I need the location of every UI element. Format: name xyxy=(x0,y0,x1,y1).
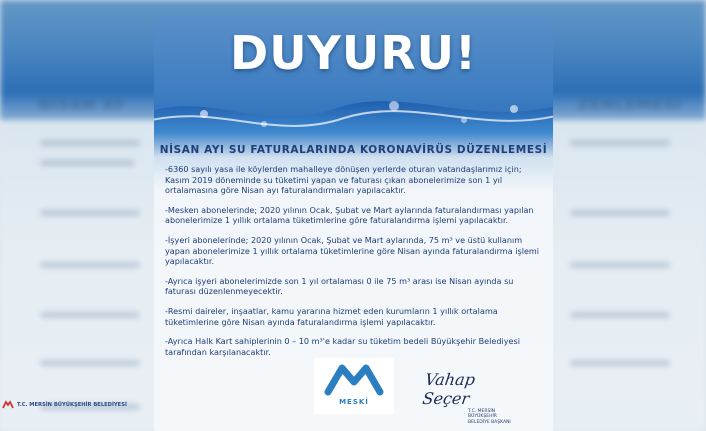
subtitle: NİSAN AYI SU FATURALARINDA KORONAVİRÜS DÜZENLEMESİ xyxy=(159,144,548,156)
meski-logo-label: MESKİ xyxy=(339,398,369,406)
meski-logo-icon xyxy=(314,358,394,398)
paragraph: -6360 sayılı yasa ile köylerden mahalleye dönüşen yerlerde oturan vatandaşlarımız için; Kasım 2019 döneminde su tüketimi yapan ve faturası çıkan abonelerimize son 1 yıl ortalamasına göre Nisan ayı faturalandırmaları yapılacaktır. xyxy=(165,164,522,196)
background-ghost-line xyxy=(40,312,140,318)
background-ghost-title-left: NİSAN AY xyxy=(38,96,126,114)
announcement-poster xyxy=(154,16,553,431)
paragraph: -Mesken abonelerinde; 2020 yılının Ocak, Şubat ve Mart aylarında faturalandırması yapılan abonelerimize 1 yıllık ortalama tüketimlerine göre faturalandırma işlemi yapılacaktır. xyxy=(165,204,534,226)
background-ghost-line xyxy=(570,360,670,366)
paragraph: -İşyeri abonelerinde; 2020 yılının Ocak, Şubat ve Mart aylarında, 75 m³ ve üstü kullanım yapan abonelerimize 1 yıllık ortalama tüketimlerine göre Nisan ayında faturalandırma işlemi yapılacaktır. xyxy=(165,234,540,267)
background-ghost-title-right: ZENLEMESİ xyxy=(578,96,683,114)
meski-logo xyxy=(314,358,394,414)
signature-name: Vahap Seçer xyxy=(421,370,477,408)
paragraph: -Resmi daireler, inşaatlar, kamu yararına hizmet eden kurumların 1 yıllık ortalama tüketimlerine göre Nisan ayında faturalandırma işlemi yapılacaktır. xyxy=(165,305,498,327)
background-ghost-line xyxy=(40,210,140,216)
signature-title-line2: BELEDİYE BAŞKANI xyxy=(468,420,511,425)
footer-org-name: T.C. MERSİN BÜYÜKŞEHİR BELEDİYESİ xyxy=(17,401,127,408)
footer-municipality-logo xyxy=(2,400,127,409)
headline: DUYURU! xyxy=(230,26,477,80)
background-ghost-line xyxy=(570,140,670,146)
background-ghost-line xyxy=(40,140,140,146)
announcement-body xyxy=(165,164,545,366)
paragraph: -Ayrıca Halk Kart sahiplerinin 0 – 10 m³'e kadar su tüketim bedeli Büyükşehir Belediyesi tarafından karşılanacaktır. xyxy=(165,336,520,357)
signature-title-line1: T.C. MERSİN BÜYÜKŞEHİR xyxy=(468,409,497,419)
signature xyxy=(421,370,524,425)
background-ghost-line xyxy=(570,262,670,268)
background-ghost-line xyxy=(570,210,670,216)
background-ghost-line xyxy=(40,262,140,268)
municipality-logo-icon xyxy=(2,400,14,409)
paragraph: -Ayrıca işyeri abonelerimizde son 1 yıl ortalaması 0 ile 75 m³ arası ise Nisan ayında su faturası düzenlenmeyecektir. xyxy=(165,275,514,297)
background-ghost-line xyxy=(570,312,670,318)
background-ghost-line xyxy=(40,360,140,366)
background-ghost-line xyxy=(40,160,135,166)
